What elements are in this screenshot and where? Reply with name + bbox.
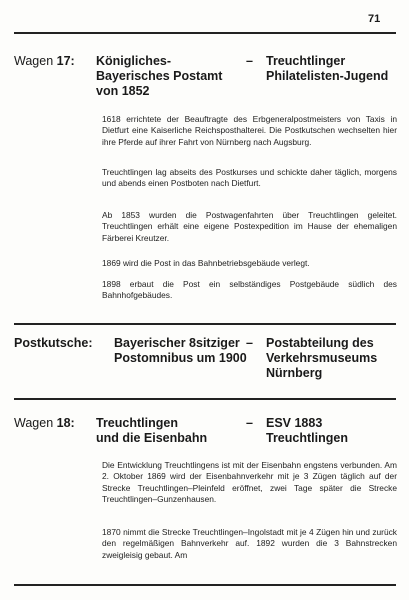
entry-org-line: Philatelisten-Jugend: [266, 69, 389, 83]
divider: [14, 398, 396, 400]
entry-dash: –: [246, 54, 253, 68]
entry-title-line: von 1852: [96, 84, 150, 98]
entry-dash: –: [246, 336, 253, 350]
entry-organization: [266, 416, 348, 446]
paragraph: 1898 erbaut die Post ein selbständiges Postgebäude südlich des Bahnhofgebäudes.: [102, 279, 397, 301]
entry-org-line: ESV 1883: [266, 416, 323, 430]
entry-title-line: Bayerisches Postamt: [96, 69, 223, 83]
entry-org-line: Postabteilung des: [266, 336, 374, 350]
entry-org-line: Nürnberg: [266, 366, 323, 380]
entry-title-line: und die Eisenbahn: [96, 431, 208, 445]
paragraph: Treuchtlingen lag abseits des Postkurses und schickte daher täglich, morgens und abends einen Postboten nach Dietfurt.: [102, 167, 397, 189]
paragraph: Die Entwicklung Treuchtlingens ist mit der Eisenbahn engstens verbunden. Am 2. Oktober 1869 wird der Eisenbahnverkehr mit je 3 Zügen täglich auf der Strecke Treuchtlingen–Pleinfeld eröffnet, zwei Tage später die Strecke Treuchtlingen–Gunzenhausen.: [102, 460, 397, 504]
entry-prefix-label: Wagen: [14, 54, 54, 68]
entry-title-line: Postomnibus um 1900: [114, 351, 247, 365]
entry-title-line: Treuchtlingen: [96, 416, 178, 430]
entry-postkutsche-header: [14, 336, 396, 384]
entry-organization: [266, 54, 388, 84]
entry-title: [96, 416, 207, 446]
entry-organization: [266, 336, 377, 381]
entry-prefix: [14, 54, 75, 69]
entry-prefix-label: Postkutsche:: [14, 336, 93, 350]
page-number: 71: [368, 13, 381, 25]
divider: [14, 323, 396, 325]
paragraph: Ab 1853 wurden die Postwagenfahrten über Treuchtlingen geleitet. Treuchtlingen erhält eine eigene Postexpedition im Hause der ehemaligen Färberei Kreutzer.: [102, 210, 397, 243]
entry-org-line: Verkehrsmuseums: [266, 351, 378, 365]
entry-wagen-17-header: [14, 54, 396, 102]
entry-prefix-label: Wagen: [14, 416, 54, 430]
entry-title-line: Bayerischer 8sitziger: [114, 336, 240, 350]
entry-title: [96, 54, 222, 99]
entry-number: 17:: [56, 54, 75, 68]
entry-wagen-18-header: [14, 416, 396, 448]
entry-prefix: [14, 336, 93, 351]
entry-title: [114, 336, 247, 366]
paragraph: 1618 errichtete der Beauftragte des Erbgeneralpostmeisters von Taxis in Dietfurt eine Kaiserliche Reichsposthalterei. Die Postkutschen wechselten hier ihre Pferde auf ihrer Fahrt von Nürnberg nach Augsburg.: [102, 114, 397, 147]
entry-number: 18:: [56, 416, 75, 430]
entry-prefix: [14, 416, 75, 431]
entry-org-line: Treuchtlinger: [266, 54, 346, 68]
paragraph: 1870 nimmt die Strecke Treuchtlingen–Ingolstadt mit je 4 Zügen hin und zurück den regelmäßigen Bahnverkehr auf. 1892 wurden die 3 Bahnstrecken zweigleisig gebaut. Am: [102, 527, 397, 560]
paragraph: 1869 wird die Post in das Bahnbetriebsgebäude verlegt.: [102, 258, 310, 268]
entry-dash: –: [246, 416, 253, 430]
divider-bottom: [14, 584, 396, 586]
divider-top: [14, 32, 396, 34]
entry-title-line: Königliches-: [96, 54, 172, 68]
entry-org-line: Treuchtlingen: [266, 431, 348, 445]
